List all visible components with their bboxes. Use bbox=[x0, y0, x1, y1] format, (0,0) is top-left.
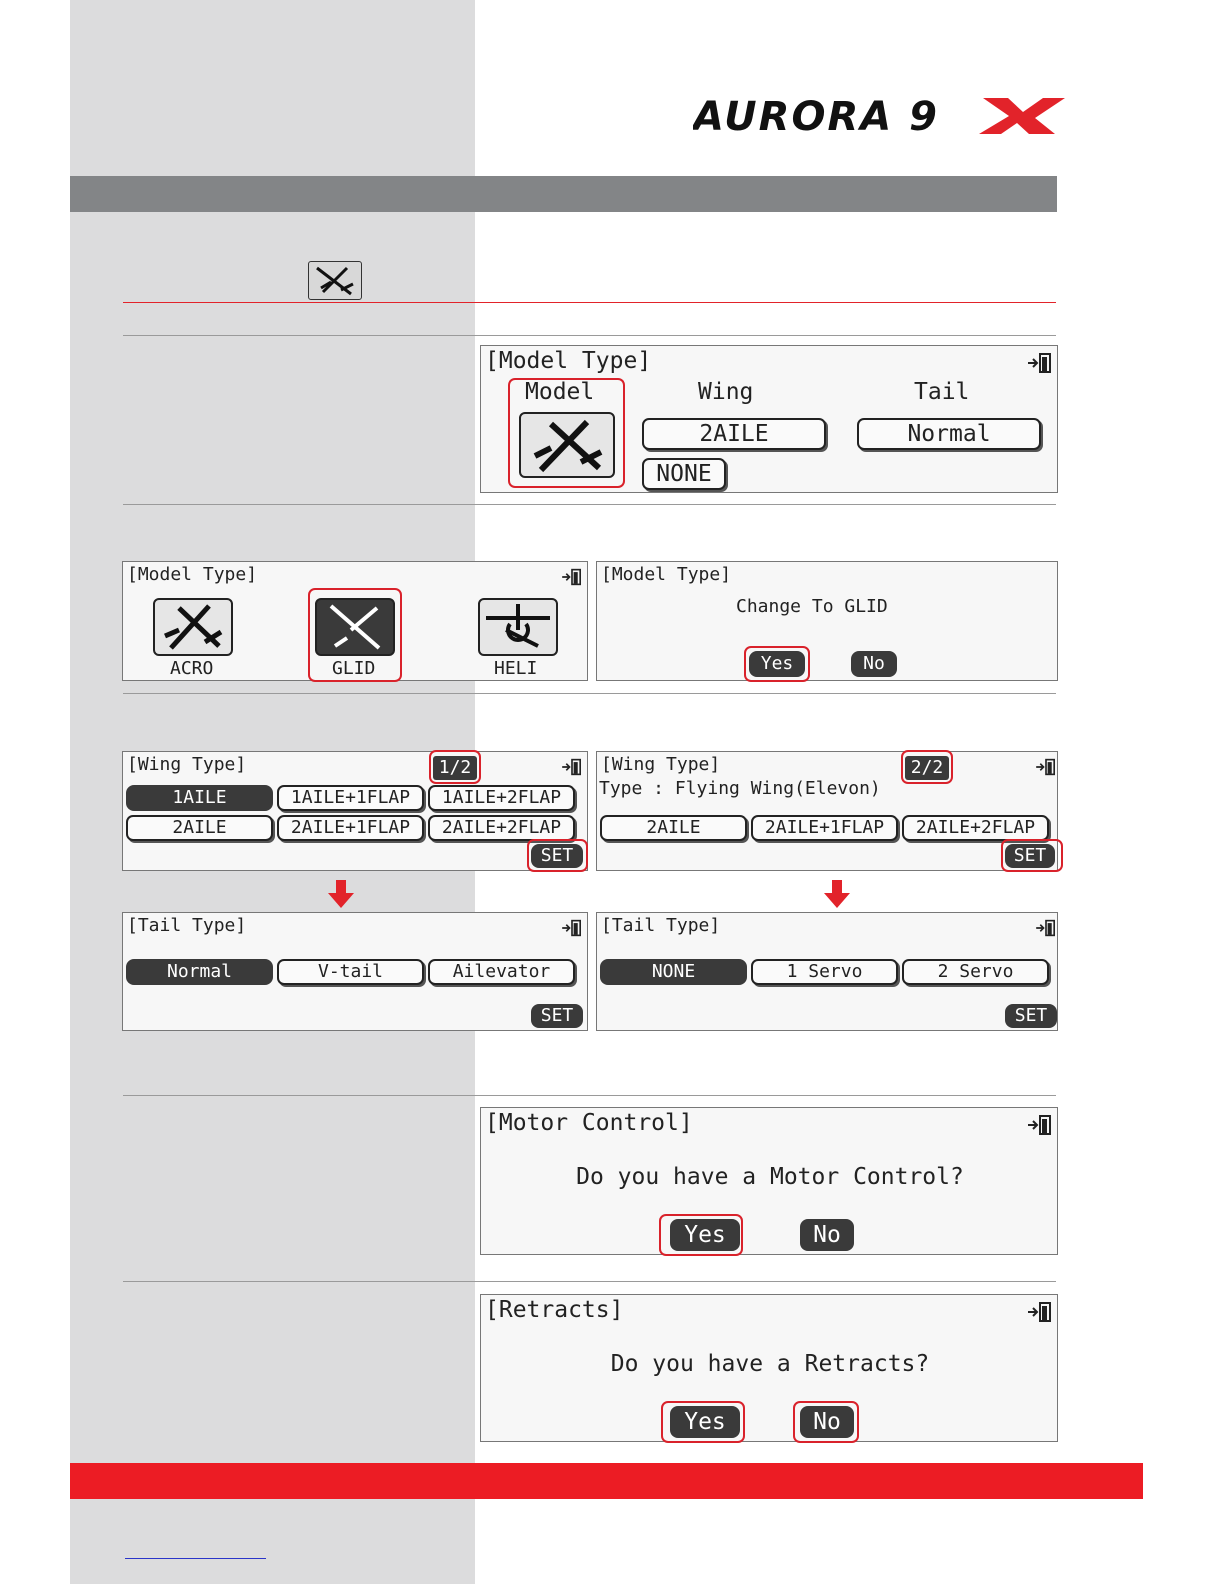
model-highlight bbox=[508, 378, 625, 488]
heli-label: HELI bbox=[494, 658, 538, 679]
exit-icon[interactable] bbox=[1027, 352, 1053, 374]
no-button[interactable]: No bbox=[851, 651, 897, 677]
set-button[interactable]: SET bbox=[531, 1004, 583, 1028]
page-highlight bbox=[429, 750, 481, 784]
model-type-menu-icon bbox=[308, 261, 362, 300]
acro-label: ACRO bbox=[170, 658, 214, 679]
model-column-label: Model bbox=[525, 379, 595, 405]
footer-bar bbox=[70, 1463, 1143, 1499]
divider bbox=[123, 1281, 1056, 1282]
tail-option-none[interactable]: NONE bbox=[600, 959, 747, 985]
screen-title: [Model Type] bbox=[601, 564, 732, 585]
acro-option-button[interactable] bbox=[153, 598, 233, 656]
heli-option-button[interactable] bbox=[478, 598, 558, 656]
wing-type-subtitle: Type : Flying Wing(Elevon) bbox=[599, 778, 881, 799]
exit-icon[interactable] bbox=[561, 568, 583, 586]
arrow-down-icon bbox=[824, 880, 850, 908]
no-button[interactable]: No bbox=[800, 1406, 854, 1438]
wing-option-1aile-2flap[interactable]: 1AILE+2FLAP bbox=[428, 785, 575, 811]
yes-highlight bbox=[661, 1401, 745, 1443]
airplane-icon bbox=[155, 600, 231, 654]
select-model-type-screen bbox=[122, 561, 588, 681]
wing-option-2aile-2flap[interactable]: 2AILE+2FLAP bbox=[428, 815, 575, 841]
yes-highlight bbox=[744, 646, 810, 682]
screen-title: [Tail Type] bbox=[127, 915, 247, 936]
svg-text:AURORA 9: AURORA 9 bbox=[693, 94, 939, 138]
tail-value-button[interactable]: Normal bbox=[857, 418, 1041, 450]
extra-value-button[interactable]: NONE bbox=[642, 458, 726, 490]
section-header-bar bbox=[70, 176, 1057, 212]
wing-option-1aile[interactable]: 1AILE bbox=[126, 785, 273, 811]
no-button[interactable]: No bbox=[800, 1219, 854, 1251]
screen-title: [Wing Type] bbox=[601, 754, 721, 775]
title-underline bbox=[123, 302, 1056, 303]
retracts-screen bbox=[480, 1294, 1058, 1442]
tail-type-screen-elevon bbox=[596, 912, 1058, 1031]
page-indicator: 2/2 bbox=[905, 756, 949, 780]
yes-button[interactable]: Yes bbox=[670, 1219, 740, 1251]
wing-type-page-1-screen bbox=[122, 751, 588, 871]
yes-highlight bbox=[659, 1214, 743, 1256]
wing-option-2aile[interactable]: 2AILE bbox=[600, 815, 747, 841]
wing-option-2aile-1flap[interactable]: 2AILE+1FLAP bbox=[277, 815, 424, 841]
screen-title: [Model Type] bbox=[485, 348, 652, 374]
tail-type-screen-normal bbox=[122, 912, 588, 1031]
screen-title: [Tail Type] bbox=[601, 915, 721, 936]
retracts-question: Do you have a Retracts? bbox=[610, 1351, 930, 1377]
screen-title: [Retracts] bbox=[485, 1297, 624, 1323]
wing-option-2aile-1flap[interactable]: 2AILE+1FLAP bbox=[751, 815, 898, 841]
glid-highlight bbox=[308, 588, 402, 682]
helicopter-icon bbox=[480, 600, 556, 654]
page-highlight bbox=[901, 750, 953, 784]
tail-option-v-tail[interactable]: V-tail bbox=[277, 959, 424, 985]
tail-option-ailevator[interactable]: Ailevator bbox=[428, 959, 575, 985]
set-highlight bbox=[527, 839, 588, 872]
yes-button[interactable]: Yes bbox=[749, 651, 805, 677]
confirm-message: Change To GLID bbox=[736, 596, 888, 617]
wing-option-2aile[interactable]: 2AILE bbox=[126, 815, 273, 841]
wing-type-page-2-screen bbox=[596, 751, 1058, 871]
divider bbox=[123, 1095, 1056, 1096]
exit-icon[interactable] bbox=[561, 919, 583, 937]
change-model-confirm-screen bbox=[596, 561, 1058, 681]
exit-icon[interactable] bbox=[1027, 1114, 1053, 1136]
set-highlight bbox=[1001, 839, 1063, 872]
divider bbox=[123, 335, 1056, 336]
divider bbox=[123, 693, 1056, 694]
screen-title: [Wing Type] bbox=[127, 754, 247, 775]
yes-button[interactable]: Yes bbox=[670, 1406, 740, 1438]
tail-option-1-servo[interactable]: 1 Servo bbox=[751, 959, 898, 985]
arrow-down-icon bbox=[328, 880, 354, 908]
set-button[interactable]: SET bbox=[1005, 844, 1055, 868]
screen-title: [Motor Control] bbox=[485, 1110, 693, 1136]
motor-question: Do you have a Motor Control? bbox=[576, 1164, 964, 1190]
wing-value-button[interactable]: 2AILE bbox=[642, 418, 826, 450]
wing-option-1aile-1flap[interactable]: 1AILE+1FLAP bbox=[277, 785, 424, 811]
wing-column-label: Wing bbox=[698, 379, 754, 405]
exit-icon[interactable] bbox=[561, 758, 583, 776]
tail-option-2-servo[interactable]: 2 Servo bbox=[902, 959, 1049, 985]
wing-option-2aile-2flap[interactable]: 2AILE+2FLAP bbox=[902, 815, 1049, 841]
exit-icon[interactable] bbox=[1027, 1301, 1053, 1323]
glid-label: GLID bbox=[332, 658, 376, 679]
footer-link-underline[interactable] bbox=[125, 1558, 266, 1559]
tail-column-label: Tail bbox=[914, 379, 970, 405]
aurora-9x-logo bbox=[693, 92, 1065, 138]
model-type-screen bbox=[480, 345, 1058, 493]
divider bbox=[123, 504, 1056, 505]
screen-title: [Model Type] bbox=[127, 564, 258, 585]
no-highlight bbox=[793, 1401, 859, 1443]
exit-icon[interactable] bbox=[1035, 919, 1057, 937]
motor-control-screen bbox=[480, 1107, 1058, 1255]
set-button[interactable]: SET bbox=[1005, 1004, 1057, 1028]
page-indicator: 1/2 bbox=[433, 756, 477, 780]
exit-icon[interactable] bbox=[1035, 758, 1057, 776]
tail-option-normal[interactable]: Normal bbox=[126, 959, 273, 985]
set-button[interactable]: SET bbox=[531, 844, 583, 868]
